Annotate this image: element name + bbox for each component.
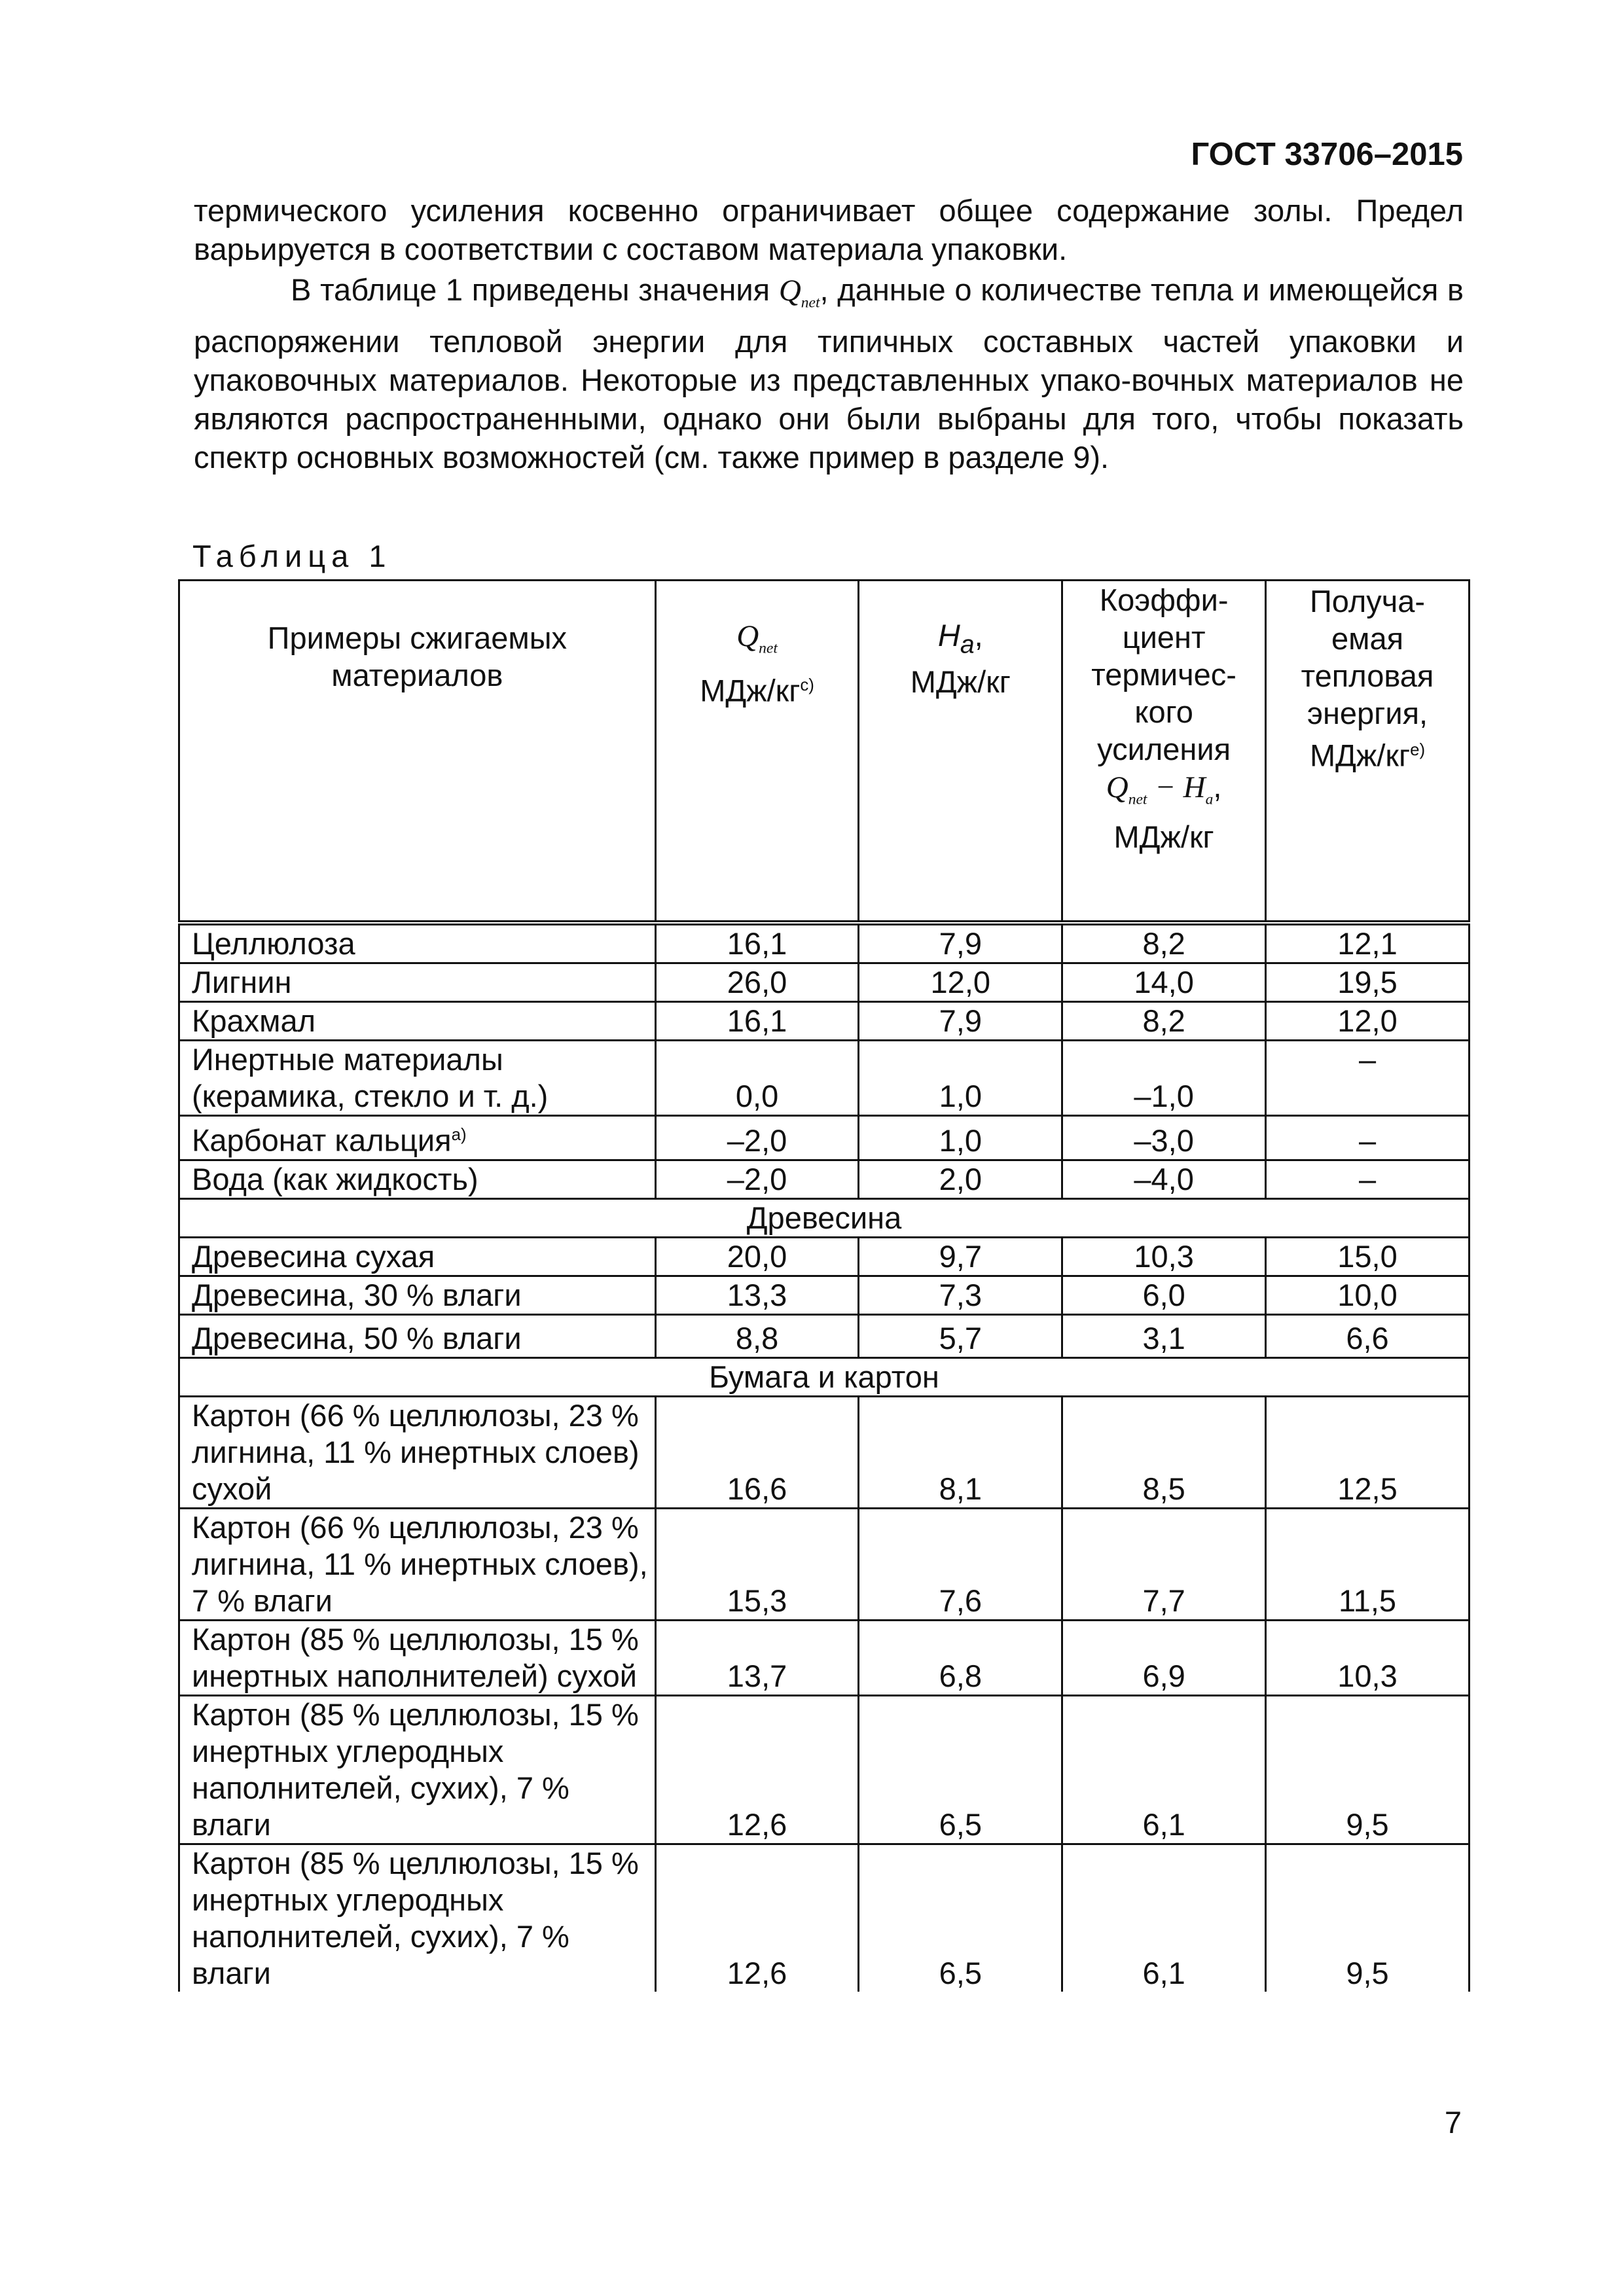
cell-e: – (1266, 1116, 1470, 1160)
q-net-symbol: $Q_{net}$ (778, 274, 820, 312)
table-row (179, 1276, 1470, 1314)
cell-h: 6,8 (859, 1620, 1062, 1695)
table-row (179, 1508, 1470, 1620)
cell-k: 3,1 (1062, 1314, 1266, 1357)
cell-e: 15,0 (1266, 1237, 1470, 1276)
row-material-name: Инертные материалы (керамика, стекло и т. д.) (179, 1041, 656, 1116)
cell-k: 6,1 (1062, 1844, 1266, 1992)
cell-e: 9,5 (1266, 1844, 1470, 1992)
cell-q: 16,6 (655, 1396, 859, 1508)
row-material-name: Карбонат кальция$^{a)}$ (179, 1116, 656, 1160)
header-coefficient: Коэффи-циент термичес-кого усиления $Q_{net} - H_a$, МДж/кг (1062, 581, 1266, 924)
cell-h: 7,3 (859, 1276, 1062, 1314)
cell-k: 7,7 (1062, 1508, 1266, 1620)
cell-h: 9,7 (859, 1237, 1062, 1276)
table-row (179, 1695, 1470, 1844)
table-row (179, 923, 1470, 963)
cell-h: 5,7 (859, 1314, 1062, 1357)
page-number: 7 (1444, 2105, 1462, 2140)
header-materials: Примеры сжигаемых материалов (179, 581, 656, 924)
header-energy: Получа-емая тепловая энергия, МДж/$кг^{e)}$ (1266, 581, 1470, 924)
cell-e: 6,6 (1266, 1314, 1470, 1357)
cell-k: 8,5 (1062, 1396, 1266, 1508)
cell-h: 7,6 (859, 1508, 1062, 1620)
header-h-a: $H_a$, МДж/кг (859, 581, 1062, 924)
section-title: Бумага и картон (179, 1357, 1470, 1396)
cell-e: 12,5 (1266, 1396, 1470, 1508)
paragraph-2 (194, 270, 1464, 476)
table-row (179, 1002, 1470, 1041)
cell-q: 8,8 (655, 1314, 859, 1357)
row-material-name: Картон (66 % целлюлозы, 23 % лигнина, 11 % инертных слоев), 7 % влаги (179, 1508, 656, 1620)
table-row (179, 1844, 1470, 1992)
cell-q: 26,0 (655, 963, 859, 1002)
cell-k: 6,0 (1062, 1276, 1266, 1314)
cell-q: 13,3 (655, 1276, 859, 1314)
cell-q: –2,0 (655, 1160, 859, 1198)
section-row (179, 1198, 1470, 1237)
cell-q: –2,0 (655, 1116, 859, 1160)
cell-e: 12,1 (1266, 923, 1470, 963)
document-code: ГОСТ 33706–2015 (1191, 137, 1463, 172)
row-material-name: Картон (85 % целлюлозы, 15 % инертных наполнителей) сухой (179, 1620, 656, 1695)
row-material-name: Древесина, 50 % влаги (179, 1314, 656, 1357)
paragraph-1: термического усиления косвенно ограничивает общее содержание золы. Предел варьируется в соответствии с составом материала упаковки. (194, 193, 1464, 266)
row-material-name: Вода (как жидкость) (179, 1160, 656, 1198)
row-material-name: Картон (85 % целлюлозы, 15 % инертных углеродных наполнителей, сухих), 7 % влаги (179, 1695, 656, 1844)
cell-q: 16,1 (655, 923, 859, 963)
cell-k: 6,1 (1062, 1695, 1266, 1844)
cell-h: 2,0 (859, 1160, 1062, 1198)
cell-h: 12,0 (859, 963, 1062, 1002)
table-caption: Таблица 1 (192, 539, 392, 573)
cell-q: 0,0 (655, 1041, 859, 1116)
row-material-name: Древесина, 30 % влаги (179, 1276, 656, 1314)
table-row (179, 1396, 1470, 1508)
data-table (178, 579, 1470, 1992)
cell-e: 10,3 (1266, 1620, 1470, 1695)
cell-q: 20,0 (655, 1237, 859, 1276)
table-row (179, 1041, 1470, 1116)
cell-q: 16,1 (655, 1002, 859, 1041)
paragraph-2-before: В таблице 1 приведены значения (291, 272, 779, 307)
cell-k: –1,0 (1062, 1041, 1266, 1116)
cell-h: 6,5 (859, 1695, 1062, 1844)
cell-h: 8,1 (859, 1396, 1062, 1508)
cell-k: 6,9 (1062, 1620, 1266, 1695)
cell-e: – (1266, 1160, 1470, 1198)
cell-e: 19,5 (1266, 963, 1470, 1002)
table-row (179, 1620, 1470, 1695)
row-material-name: Древесина сухая (179, 1237, 656, 1276)
cell-e: – (1266, 1041, 1470, 1116)
paragraph-2-after: , данные о количестве тепла и имеющейся в распоряжении тепловой энергии для типичных составных частей упаковки и упаковочных материалов. Некоторые из представленных упако-вочных материалов не являются распространенными, однако они были выбраны для того, чтобы показать спектр основных возможностей (см. также пример в разделе 9). (194, 272, 1464, 475)
header-q-net: $Q_{net}$ МДж/$кг^{c)}$ (655, 581, 859, 924)
row-material-name: Лигнин (179, 963, 656, 1002)
cell-e: 12,0 (1266, 1002, 1470, 1041)
cell-e: 10,0 (1266, 1276, 1470, 1314)
cell-q: 12,6 (655, 1844, 859, 1992)
row-material-name: Картон (85 % целлюлозы, 15 % инертных углеродных наполнителей, сухих), 7 % влаги (179, 1844, 656, 1992)
cell-q: 13,7 (655, 1620, 859, 1695)
cell-k: –3,0 (1062, 1116, 1266, 1160)
cell-k: 8,2 (1062, 923, 1266, 963)
table-row (179, 963, 1470, 1002)
table-row (179, 1237, 1470, 1276)
table-row (179, 1314, 1470, 1357)
cell-k: –4,0 (1062, 1160, 1266, 1198)
cell-q: 12,6 (655, 1695, 859, 1844)
cell-h: 7,9 (859, 1002, 1062, 1041)
row-material-name: Картон (66 % целлюлозы, 23 % лигнина, 11 % инертных слоев) сухой (179, 1396, 656, 1508)
cell-h: 1,0 (859, 1116, 1062, 1160)
cell-k: 10,3 (1062, 1237, 1266, 1276)
table-header-row (179, 581, 1470, 924)
cell-e: 9,5 (1266, 1695, 1470, 1844)
table-row (179, 1160, 1470, 1198)
cell-k: 14,0 (1062, 963, 1266, 1002)
cell-h: 6,5 (859, 1844, 1062, 1992)
cell-e: 11,5 (1266, 1508, 1470, 1620)
section-title: Древесина (179, 1198, 1470, 1237)
cell-h: 1,0 (859, 1041, 1062, 1116)
cell-q: 15,3 (655, 1508, 859, 1620)
row-material-name: Крахмал (179, 1002, 656, 1041)
table-row (179, 1116, 1470, 1160)
section-row (179, 1357, 1470, 1396)
cell-h: 7,9 (859, 923, 1062, 963)
row-material-name: Целлюлоза (179, 923, 656, 963)
cell-k: 8,2 (1062, 1002, 1266, 1041)
